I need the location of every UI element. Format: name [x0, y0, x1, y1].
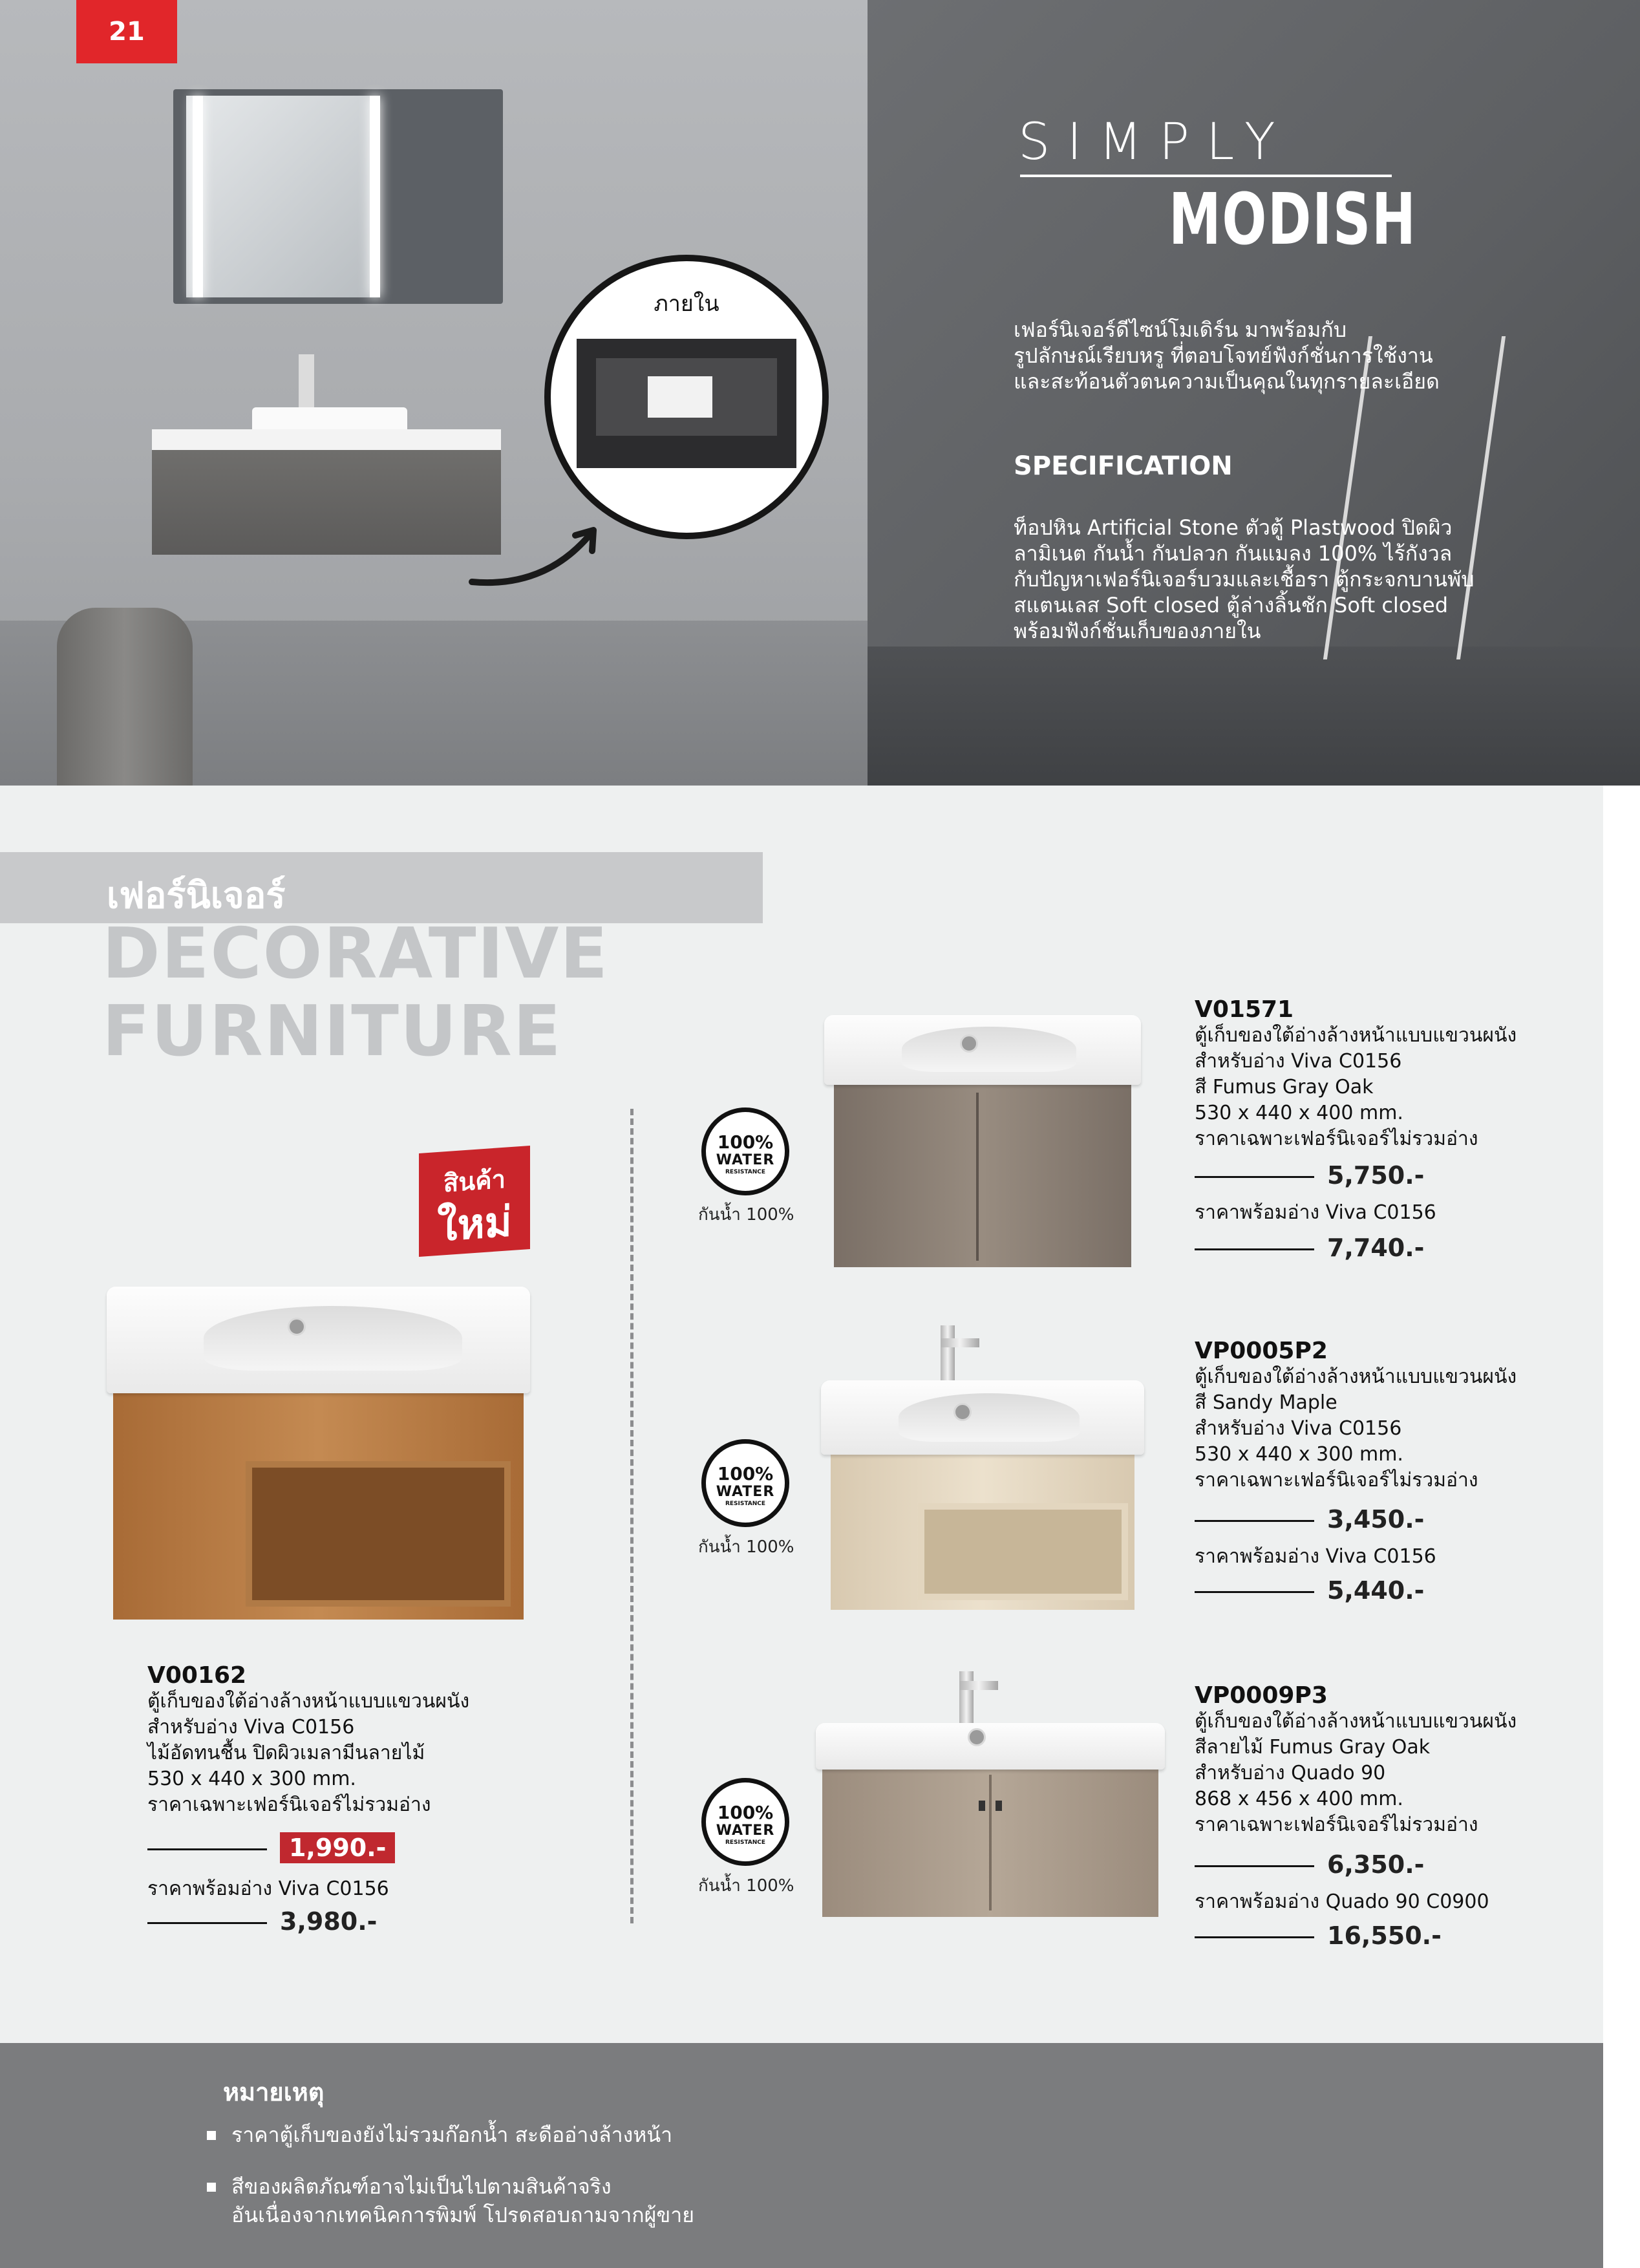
door-handle-left [979, 1801, 985, 1811]
price-row-cabinet [147, 1834, 395, 1862]
basin-bowl [204, 1306, 462, 1371]
mirror-light-left [193, 96, 203, 297]
water-badge-caption: กันน้ำ 100% [698, 1205, 794, 1225]
page-number: 21 [76, 0, 177, 63]
product-code: V01571 [1195, 996, 1294, 1023]
price-cabinet: 3,450.- [1327, 1505, 1425, 1534]
product-desc-line: 530 x 440 x 300 mm. [147, 1768, 356, 1790]
dashed-divider [630, 1109, 634, 1923]
product-desc-line: สำหรับอ่าง Viva C0156 [1195, 1050, 1402, 1073]
intro-line: เฟอร์นิเจอร์ดีไซน์โมเดิร์น มาพร้อมกับ [1014, 317, 1347, 342]
note-item-continued: อันเนื่องจากเทคนิคการพิมพ์ โปรดสอบถามจากผู้ขาย [231, 2203, 694, 2227]
hero-dark-floor [868, 647, 1640, 786]
product-desc-line: 868 x 456 x 400 mm. [1195, 1788, 1403, 1810]
price-with-basin: 7,740.- [1327, 1234, 1425, 1262]
note-bullet-icon [207, 2131, 216, 2140]
faucet-spout [959, 1681, 998, 1690]
inset-drawer-slot [648, 376, 712, 418]
door-handle-right [996, 1801, 1002, 1811]
product-desc-line: สำหรับอ่าง Viva C0156 [1195, 1417, 1402, 1440]
section-title-english [102, 915, 609, 1071]
spec-line: ลามิเนต กันน้ำ กันปลวก กันแมลง 100% ไร้กังวล [1014, 541, 1453, 566]
product-desc-line: 530 x 440 x 400 mm. [1195, 1102, 1403, 1124]
curved-arrow-icon [465, 511, 608, 601]
product-info-v01571 [1195, 997, 1517, 1152]
with-basin-label: ราคาพร้อมอ่าง Viva C0156 [1195, 1201, 1436, 1224]
mirror-light-right [370, 96, 380, 297]
vanity-countertop [152, 429, 501, 451]
badge-percent: 100% [717, 1463, 774, 1484]
product-desc-line: ราคาเฉพาะเฟอร์นิเจอร์ไม่รวมอ่าง [1195, 1128, 1478, 1150]
price-cabinet: 5,750.- [1327, 1161, 1425, 1190]
intro-line: รูปลักษณ์เรียบหรู ที่ตอบโจทย์ฟังก์ชั่นการใช้งาน [1014, 343, 1433, 368]
product-image-vp0009p3 [816, 1671, 1165, 1920]
faucet-spout [941, 1338, 979, 1347]
spec-heading: SPECIFICATION [1014, 451, 1233, 481]
price-row-cabinet [1195, 1505, 1424, 1534]
note-bullet-icon [207, 2183, 216, 2192]
note-item: ราคาตู้เก็บของยังไม่รวมก๊อกน้ำ สะดืออ่างล้างหน้า [231, 2123, 673, 2147]
inset-label: ภายใน [654, 291, 719, 317]
cabinet-open-shelf [918, 1503, 1128, 1600]
badge-water: WATER [716, 1484, 775, 1500]
spec-line: กับปัญหาเฟอร์นิเจอร์บวมและเชื้อรา ตู้กระจกบานพับ [1014, 567, 1475, 592]
badge-resistance: RESISTANCE [725, 1839, 766, 1846]
price-cabinet: 1,990.- [280, 1832, 395, 1863]
product-code: VP0005P2 [1195, 1338, 1328, 1364]
cabinet-door-gap [989, 1775, 992, 1910]
product-info-v00162 [147, 1663, 469, 1818]
section-title-thai: เฟอร์นิเจอร์ [107, 875, 286, 917]
product-desc-line: สำหรับอ่าง Viva C0156 [147, 1716, 355, 1738]
slogan-modish: MODISH [1169, 178, 1417, 261]
product-code: VP0009P3 [1195, 1682, 1328, 1709]
product-desc-line: ตู้เก็บของใต้อ่างล้างหน้าแบบแขวนผนัง [147, 1690, 470, 1713]
cabinet-body [834, 1073, 1131, 1267]
price-row-with-basin [1195, 1576, 1424, 1605]
water-resistance-badge [701, 1439, 789, 1527]
product-code: V00162 [147, 1662, 247, 1689]
section-title-line: FURNITURE [102, 991, 562, 1072]
product-info-vp0005p2 [1195, 1338, 1517, 1493]
product-image-vp0005p2 [821, 1325, 1144, 1616]
slogan-rule [1020, 175, 1392, 177]
section-title-line: DECORATIVE [102, 914, 610, 994]
product-desc-line: สี Sandy Maple [1195, 1391, 1337, 1414]
product-desc-line: ราคาเฉพาะเฟอร์นิเจอร์ไม่รวมอ่าง [147, 1793, 431, 1816]
basin-bowl [902, 1027, 1076, 1072]
badge-water: WATER [716, 1823, 775, 1839]
notes-title: หมายเหตุ [223, 2078, 325, 2106]
basin [816, 1723, 1165, 1770]
with-basin-label: ราคาพร้อมอ่าง Quado 90 C0900 [1195, 1890, 1489, 1913]
new-badge-line1: สินค้า [443, 1164, 506, 1198]
spec-line: พร้อมฟังก์ชั่นเก็บของภายใน [1014, 619, 1261, 643]
spec-text [1014, 515, 1505, 644]
badge-percent: 100% [717, 1802, 774, 1823]
product-image-v01571 [824, 1015, 1141, 1274]
price-row-cabinet [1195, 1161, 1424, 1190]
badge-resistance: RESISTANCE [725, 1169, 766, 1175]
product-desc-line: ตู้เก็บของใต้อ่างล้างหน้าแบบแขวนผนัง [1195, 1024, 1517, 1047]
new-badge-line2: ใหม่ [437, 1197, 512, 1252]
badge-resistance: RESISTANCE [725, 1501, 766, 1507]
product-desc-line: ตู้เก็บของใต้อ่างล้างหน้าแบบแขวนผนัง [1195, 1365, 1517, 1388]
product-desc-line: ราคาเฉพาะเฟอร์นิเจอร์ไม่รวมอ่าง [1195, 1469, 1478, 1492]
price-row-cabinet [1195, 1850, 1424, 1879]
product-image-v00162 [107, 1287, 530, 1623]
wooden-stool [57, 608, 193, 786]
basin-drain [960, 1034, 978, 1053]
product-desc-line: สำหรับอ่าง Quado 90 [1195, 1762, 1386, 1784]
price-row-with-basin [1195, 1921, 1442, 1950]
cabinet-open-shelf [246, 1461, 511, 1607]
new-product-badge [419, 1146, 530, 1257]
price-row-with-basin [147, 1907, 377, 1936]
product-desc-line: 530 x 440 x 300 mm. [1195, 1443, 1403, 1466]
vanity-cabinet [152, 450, 501, 555]
product-desc-line: สีลายไม้ Fumus Gray Oak [1195, 1736, 1431, 1759]
water-resistance-badge [701, 1107, 789, 1195]
price-with-basin: 5,440.- [1327, 1576, 1425, 1605]
price-row-with-basin [1195, 1234, 1424, 1262]
basin-drain [953, 1403, 972, 1421]
cabinet-door-gap [976, 1093, 979, 1261]
price-cabinet: 6,350.- [1327, 1850, 1425, 1879]
basin-drain [288, 1318, 306, 1336]
faucet [941, 1325, 955, 1384]
inset-interior-view [544, 255, 829, 539]
spec-line: สแตนเลส Soft closed ตู้ล่างลิ้นชัก Soft closed [1014, 593, 1449, 617]
product-desc-line: สี Fumus Gray Oak [1195, 1076, 1374, 1098]
product-desc-line: ราคาเฉพาะเฟอร์นิเจอร์ไม่รวมอ่าง [1195, 1813, 1478, 1836]
basin-drain [968, 1728, 986, 1746]
slogan-simply: SIMPLY [1018, 113, 1292, 171]
water-badge-caption: กันน้ำ 100% [698, 1537, 794, 1557]
water-resistance-badge [701, 1778, 789, 1866]
note-item: สีของผลิตภัณฑ์อาจไม่เป็นไปตามสินค้าจริง [231, 2174, 612, 2199]
page-margin-strip [1603, 786, 1640, 2268]
hero-intro [1014, 317, 1479, 394]
product-desc-line: ไม้อัดทนชื้น ปิดผิวเมลามีนลายไม้ [147, 1742, 425, 1764]
spec-line: ท็อปหิน Artificial Stone ตัวตู้ Plastwood ปิดผิว [1014, 515, 1453, 540]
water-badge-caption: กันน้ำ 100% [698, 1876, 794, 1896]
intro-line: และสะท้อนตัวตนความเป็นคุณในทุกรายละเอียด [1014, 369, 1440, 394]
product-info-vp0009p3 [1195, 1683, 1517, 1838]
price-with-basin: 16,550.- [1327, 1921, 1442, 1950]
faucet [959, 1671, 974, 1726]
basin-bowl [899, 1393, 1080, 1442]
mirror-glass [186, 96, 380, 297]
price-with-basin: 3,980.- [280, 1907, 378, 1936]
badge-percent: 100% [717, 1131, 774, 1153]
with-basin-label: ราคาพร้อมอ่าง Viva C0156 [1195, 1545, 1436, 1568]
with-basin-label: ราคาพร้อมอ่าง Viva C0156 [147, 1878, 389, 1900]
badge-water: WATER [716, 1152, 775, 1168]
hero-section [0, 0, 1640, 786]
product-desc-line: ตู้เก็บของใต้อ่างล้างหน้าแบบแขวนผนัง [1195, 1710, 1517, 1733]
